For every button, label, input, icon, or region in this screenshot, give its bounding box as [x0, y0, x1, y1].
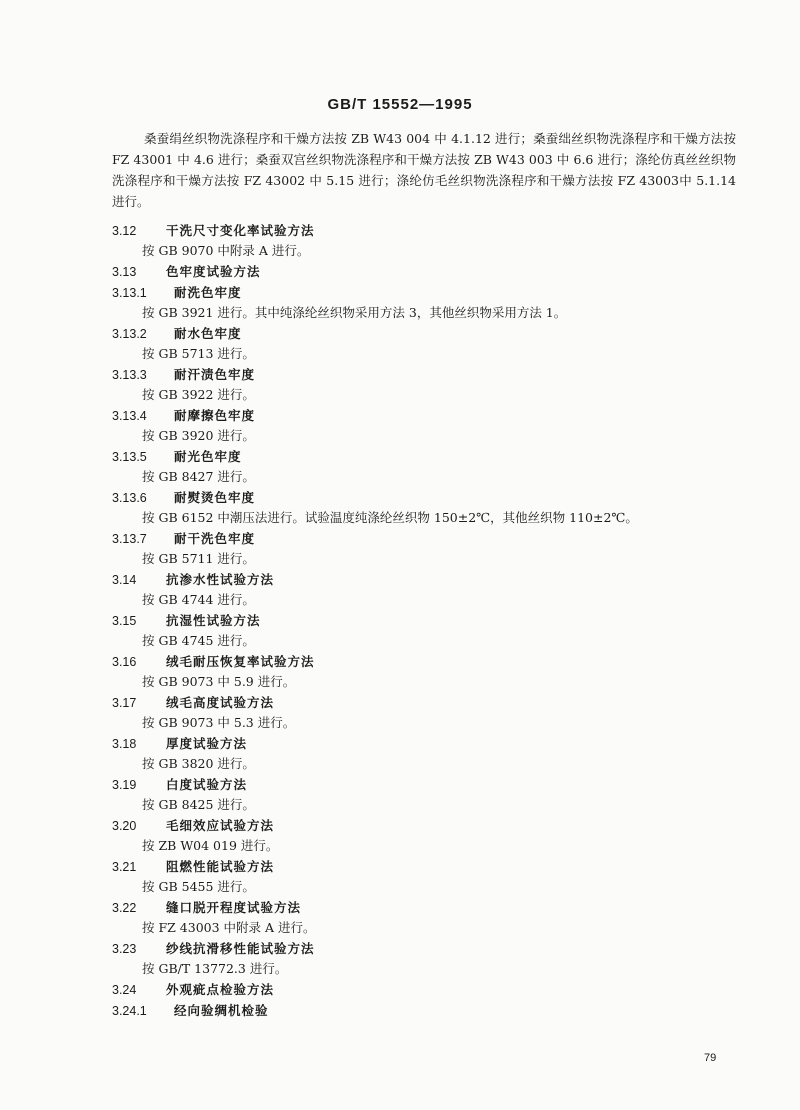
section-heading: [112, 569, 752, 590]
section-number: 3.17: [112, 696, 137, 710]
section-3-13-2: [112, 323, 752, 364]
section-number: 3.16: [112, 655, 137, 669]
section-heading: [112, 364, 752, 385]
page-number: 79: [704, 1052, 717, 1064]
section-number: 3.13.2: [112, 327, 147, 341]
section-title: 厚度试验方法: [166, 736, 248, 751]
section-number: 3.19: [112, 778, 137, 792]
section-title: 耐洗色牢度: [174, 285, 242, 300]
section-heading: [112, 938, 752, 959]
section-number: 3.23: [112, 942, 137, 956]
section-title: 毛细效应试验方法: [166, 818, 275, 833]
section-title: 白度试验方法: [166, 777, 248, 792]
section-heading: [112, 261, 752, 282]
section-title: 抗渗水性试验方法: [166, 572, 275, 587]
section-3-24-1: [112, 1000, 752, 1021]
section-3-18: [112, 733, 752, 774]
section-number: 3.13.7: [112, 532, 147, 546]
section-heading: [112, 610, 752, 631]
section-title: 纱线抗滑移性能试验方法: [166, 941, 315, 956]
section-3-20: [112, 815, 752, 856]
section-number: 3.18: [112, 737, 137, 751]
section-body: 按 GB 9070 中附录 A 进行。: [142, 243, 310, 258]
section-number: 3.14: [112, 573, 137, 587]
section-title: 耐汗渍色牢度: [174, 367, 256, 382]
section-heading: [112, 774, 752, 795]
section-3-14: [112, 569, 752, 610]
section-body: 按 GB 6152 中潮压法进行。试验温度纯涤纶丝织物 150±2℃，其他丝织物 110±2℃。: [142, 510, 638, 525]
section-title: 外观疵点检验方法: [166, 982, 275, 997]
section-heading: [112, 323, 752, 344]
section-3-23: [112, 938, 752, 979]
section-3-24: [112, 979, 752, 1000]
section-3-17: [112, 692, 752, 733]
section-body: 按 GB 3920 进行。: [142, 428, 255, 443]
section-body: 按 GB 3922 进行。: [142, 387, 255, 402]
section-number: 3.12: [112, 224, 137, 238]
section-body: 按 FZ 43003 中附录 A 进行。: [142, 920, 316, 935]
section-number: 3.24: [112, 983, 137, 997]
section-heading: [112, 282, 752, 303]
section-title: 绒毛高度试验方法: [166, 695, 275, 710]
section-3-13-5: [112, 446, 752, 487]
section-3-12: [112, 220, 752, 261]
section-3-13-4: [112, 405, 752, 446]
section-number: 3.13.5: [112, 450, 147, 464]
section-number: 3.20: [112, 819, 137, 833]
section-heading: [112, 979, 752, 1000]
section-3-22: [112, 897, 752, 938]
section-3-13-6: [112, 487, 752, 528]
section-3-13: [112, 261, 752, 282]
section-3-19: [112, 774, 752, 815]
section-heading: [112, 528, 752, 549]
section-heading: [112, 220, 752, 241]
section-title: 耐干洗色牢度: [174, 531, 256, 546]
section-list: [112, 220, 752, 1021]
section-body: 按 GB/T 13772.3 进行。: [142, 961, 288, 976]
section-title: 经向验绸机检验: [174, 1003, 269, 1018]
section-title: 抗湿性试验方法: [166, 613, 261, 628]
section-3-16: [112, 651, 752, 692]
section-body: 按 GB 9073 中 5.3 进行。: [142, 715, 296, 730]
section-3-15: [112, 610, 752, 651]
section-title: 耐摩擦色牢度: [174, 408, 256, 423]
section-title: 干洗尺寸变化率试验方法: [166, 223, 315, 238]
section-body: 按 GB 5713 进行。: [142, 346, 255, 361]
section-body: 按 GB 9073 中 5.9 进行。: [142, 674, 296, 689]
section-title: 色牢度试验方法: [166, 264, 261, 279]
section-number: 3.13: [112, 265, 137, 279]
section-body: 按 ZB W04 019 进行。: [142, 838, 279, 853]
section-title: 耐光色牢度: [174, 449, 242, 464]
section-number: 3.13.3: [112, 368, 147, 382]
section-number: 3.22: [112, 901, 137, 915]
section-3-13-7: [112, 528, 752, 569]
intro-paragraph: 桑蚕绢丝织物洗涤程序和干燥方法按 ZB W43 004 中 4.1.12 进行；桑蚕绌丝织物洗涤程序和干燥方法按 FZ 43001 中 4.6 进行；桑蚕双宫丝织物洗涤程序和干燥方法按 ZB W43 003 中 6.6 进行；涤纶仿真丝丝织物洗涤程序和干燥方法按 FZ 43002 中 5.15 进行；涤纶仿毛丝织物洗涤程序和干燥方法按 FZ 43003中 5.1.14 进行。: [112, 131, 736, 209]
section-heading: [112, 487, 752, 508]
section-number: 3.13.4: [112, 409, 147, 423]
section-body: 按 GB 3921 进行。其中纯涤纶丝织物采用方法 3，其他丝织物采用方法 1。: [142, 305, 567, 320]
section-number: 3.13.6: [112, 491, 147, 505]
section-number: 3.21: [112, 860, 137, 874]
section-body: 按 GB 4744 进行。: [142, 592, 255, 607]
section-body: 按 GB 5711 进行。: [142, 551, 255, 566]
section-title: 耐熨烫色牢度: [174, 490, 256, 505]
section-body: 按 GB 3820 进行。: [142, 756, 255, 771]
section-heading: [112, 856, 752, 877]
section-body: 按 GB 8427 进行。: [142, 469, 255, 484]
section-3-13-3: [112, 364, 752, 405]
section-heading: [112, 651, 752, 672]
section-body: 按 GB 5455 进行。: [142, 879, 255, 894]
section-title: 阻燃性能试验方法: [166, 859, 275, 874]
section-number: 3.13.1: [112, 286, 147, 300]
section-body: 按 GB 4745 进行。: [142, 633, 255, 648]
section-number: 3.15: [112, 614, 137, 628]
section-heading: [112, 692, 752, 713]
section-heading: [112, 815, 752, 836]
section-3-21: [112, 856, 752, 897]
section-heading: [112, 405, 752, 426]
section-title: 耐水色牢度: [174, 326, 242, 341]
section-heading: [112, 897, 752, 918]
section-body: 按 GB 8425 进行。: [142, 797, 255, 812]
document-header: GB/T 15552—1995: [327, 96, 473, 113]
section-heading: [112, 446, 752, 467]
section-heading: [112, 733, 752, 754]
section-number: 3.24.1: [112, 1004, 147, 1018]
section-title: 缝口脱开程度试验方法: [166, 900, 302, 915]
section-3-13-1: [112, 282, 752, 323]
section-title: 绒毛耐压恢复率试验方法: [166, 654, 315, 669]
section-heading: [112, 1000, 752, 1021]
